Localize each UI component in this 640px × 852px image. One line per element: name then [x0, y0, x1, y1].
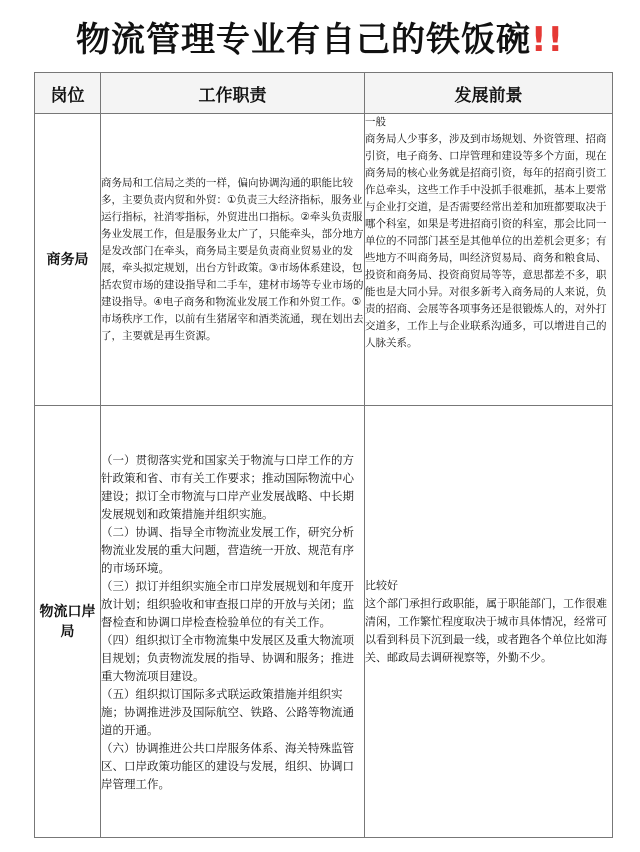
duties-cell: 商务局和工信局之类的一样，偏向协调沟通的职能比较多，主要负责内贸和外贸：①负责三大经济指标，服务业运行指标，社消零指标，外贸进出口指标。②牵头负责服务业发展工作，但是服务业太广了，只能牵头，部分地方是发改部门在牵头，商务局主要是负责商业贸易业的发展，牵头拟定规划，出台方针政策。③市场体系建设，包括农贸市场的建设指导和二手车，建材市场等专业市场的建设指导。④电子商务和物流业发展工作和外贸工作。⑤市场秩序工作，以前有生猪屠宰和酒类流通，现在划出去了，主要就是再生资源。: [101, 114, 365, 406]
career-table: [34, 72, 613, 838]
table-row: [35, 114, 613, 406]
table-row: [35, 406, 613, 838]
page-title: [0, 12, 640, 61]
prospects-cell: 一般 商务局人少事多，涉及到市场规划、外资管理、招商引资，电子商务、口岸管理和建设等多个方面，现在商务局的核心业务就是招商引资，每年的招商引资工作总牵头，这些工作手中没抓手很难抓，基本上要常与企业打交道，是否需要经常出差和加班都要取决于哪个科室，如果是考进招商引资的科室，那会比同一单位的不同部门甚至是其他单位的出差机会更多；有些地方不叫商务局，叫经济贸易局、商务和粮食局、投资和商务局、投资商贸局等等，意思都差不多，职能也是大同小异。对很多新考入商务局的人来说，负责的招商、会展等各项事务还是很锻炼人的，对外打交道多，工作上与企业联系沟通多，可以增进自己的人脉关系。: [365, 114, 613, 406]
title-text: 物流管理专业有自己的铁饭碗: [75, 20, 531, 60]
double-exclamation-icon: !!: [530, 20, 564, 60]
position-cell: 商务局: [35, 114, 101, 406]
header-prospects: 发展前景: [365, 73, 613, 114]
header-position: 岗位: [35, 73, 101, 114]
header-duties: 工作职责: [101, 73, 365, 114]
table-header-row: [35, 73, 613, 114]
prospects-cell: 比较好 这个部门承担行政职能，属于职能部门，工作很难清闲，工作繁忙程度取决于城市具体情况，经常可以看到科员下沉到最一线，或者跑各个单位比如海关、邮政局去调研视察等，外勤不少。: [365, 406, 613, 838]
position-cell: 物流口岸局: [35, 406, 101, 838]
duties-cell: （一）贯彻落实党和国家关于物流与口岸工作的方针政策和省、市有关工作要求；推动国际物流中心建设；拟订全市物流与口岸产业发展战略、中长期发展规划和政策措施并组织实施。 （二）协调、指导全市物流业发展工作，研究分析物流业发展的重大问题，营造统一开放、规范有序的市场环境。 （三）拟订并组织实施全市口岸发展规划和年度开放计划；组织验收和审查报口岸的开放与关闭；监督检查和协调口岸检查检验单位的有关工作。 （四）组织拟订全市物流集中发展区及重大物流项目规划；负责物流发展的指导、协调和服务；推进重大物流项目建设。 （五）组织拟订国际多式联运政策措施并组织实施；协调推进涉及国际航空、铁路、公路等物流通道的开通。 （六）协调推进公共口岸服务体系、海关特殊监管区、口岸政策功能区的建设与发展，组织、协调口岸管理工作。: [101, 406, 365, 838]
